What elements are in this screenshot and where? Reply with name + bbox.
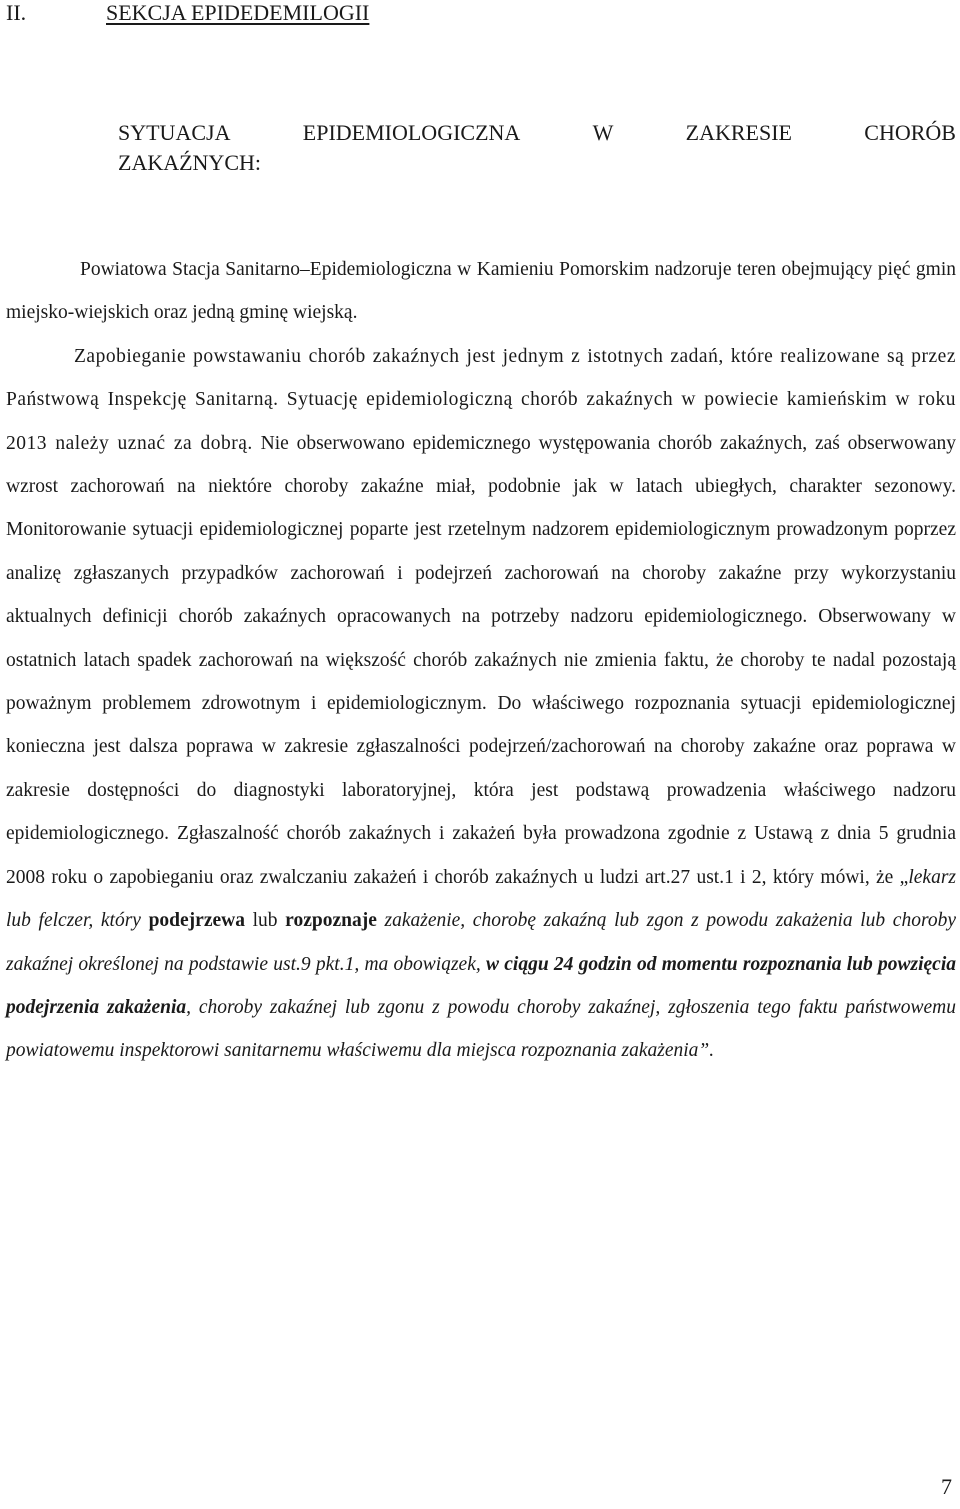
subtitle-word: EPIDEMIOLOGICZNA <box>302 120 521 145</box>
subtitle-heading <box>118 118 956 178</box>
section-title: SEKCJA EPIDEDEMILOGII <box>106 0 370 25</box>
subtitle-word: CHORÓB <box>864 120 956 145</box>
quote-part-4: , choroby zakaźnej lub zgonu z powodu choroby zakaźnej, zgłoszenia tego faktu państwowemu powiatowemu inspektorowi sanitarnemu właściwemu dla miejsca rozpoznania zakażenia”. <box>6 996 956 1062</box>
sentence-monitoring: Nie obserwowano epidemicznego występowania chorób zakaźnych, zaś obserwowany wzrost zachorowań na niektóre choroby zakaźne miał, podobnie jak w latach ubiegłych, charakter sezonowy. Monitorowanie sytuacji epidemiologicznej poparte jest rzetelnym nadzorem epidemiologicznym prowadzonym poprzez analizę zgłaszanych przypadków zachorowań i podejrzeń zachorowań na choroby zakaźne przy wykorzystaniu aktualnych definicji chorób zakaźnych opracowanych na potrzeby nadzoru epidemiologicznego. Obserwowany w ostatnich latach spadek zachorowań na większość chorób zakaźnych nie zmienia faktu, że choroby te nadal pozostają poważnym problemem zdrowotnym i epidemiologicznym. Do właściwego rozpoznania sytuacji epidemiologicznej konieczna jest dalsza poprawa w zakresie zgłaszalności podejrzeń/zachorowań na choroby zakaźne oraz poprawa w zakresie dostępności do diagnostyki laboratoryjnej, która jest podstawą prowadzenia właściwego nadzoru epidemiologicznego. Zgłaszalność chorób zakaźnych i zakażeń była prowadzona zgodnie z Ustawą z dnia 5 grudnia 2008 roku o zapobieganiu oraz zwalczaniu zakażeń i chorób zakaźnych u ludzi art.27 ust.1 i 2, który mówi, że „ <box>6 432 956 888</box>
quote-bold-diagnoses: rozpoznaje <box>285 910 377 932</box>
subtitle-word: W <box>592 120 614 145</box>
subtitle-word: SYTUACJA <box>118 120 231 145</box>
quote-part-1: lekarz lub felczer, który <box>6 866 956 932</box>
body-paragraph <box>6 248 956 1073</box>
section-number: II. <box>6 0 27 25</box>
quote-part-2: lub <box>244 910 286 932</box>
sentence-prevention: Zapobieganie powstawaniu chorób zakaźnych jest jednym z istotnych zadań, które realizowane są przez Państwową Inspekcję Sanitarną. Sytuację epidemiologiczną chorób zakaźnych w powiecie kamieńskim w roku 2013 należy uznać za dobrą. <box>6 345 956 454</box>
page-number: 7 <box>941 1474 952 1499</box>
subtitle-word: ZAKRESIE <box>685 120 792 145</box>
quote-part-3: zakażenie, chorobę zakaźną lub zgon z powodu zakażenia lub choroby zakaźnej określonej na podstawie ust.9 pkt.1, ma obowiązek, <box>6 910 956 975</box>
subtitle-line-2: ZAKAŹNYCH: <box>118 150 261 175</box>
quote-bold-suspects: podejrzewa <box>148 910 245 932</box>
sentence-intro: Powiatowa Stacja Sanitarno–Epidemiologiczna w Kamieniu Pomorskim nadzoruje teren obejmujący pięć gmin miejsko-wiejskich oraz jedną gminę wiejską. <box>6 259 956 324</box>
subtitle-line-1 <box>118 118 956 148</box>
quote-bold-deadline: w ciągu 24 godzin od momentu rozpoznania lub powzięcia podejrzenia zakażenia <box>6 953 956 1018</box>
section-heading <box>6 0 369 26</box>
